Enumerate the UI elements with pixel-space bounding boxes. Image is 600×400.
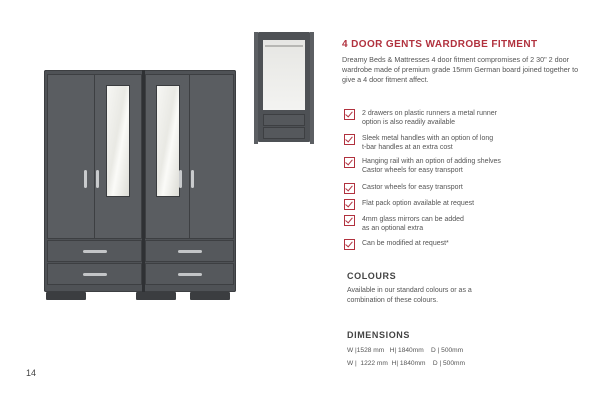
wardrobe-door [145,74,190,239]
drawer [145,240,234,262]
feature-text: 4mm glass mirrors can be added as an optional extra [362,216,464,232]
checkbox-icon [344,134,355,145]
door-handle [179,170,182,188]
drawer [263,127,305,139]
feature-item [344,239,590,261]
open-door [310,32,314,144]
feature-item [344,157,590,179]
feature-text: Can be modified at request* [362,240,449,247]
checkbox-icon [344,215,355,226]
wardrobe-door [189,74,234,239]
dimension-row: W | 1222 mm H| 1840mm D | 500mm [347,360,465,367]
door-handle [191,170,194,188]
checkbox-icon [344,183,355,194]
hanging-rail [265,45,303,47]
dimension-row: W |1528 mm H| 1840mm D | 500mm [347,347,464,354]
feature-text: 2 drawers on plastic runners a metal runner option is also readily available [362,110,498,126]
feature-text: Castor wheels for easy transport [362,184,463,191]
mirror-panel [106,85,130,197]
feature-text: Sleek metal handles with an option of long t-bar handles at an extra cost [362,135,494,151]
interior-image [258,32,310,142]
door-handle [84,170,87,188]
drawer [47,263,142,285]
dimensions-heading: DIMENSIONS [347,330,411,340]
interior-space [263,40,305,110]
wardrobe-door [94,74,142,239]
colours-heading: COLOURS [347,271,397,281]
colours-text: Available in our standard colours or as a combination of these colours. [347,287,472,304]
door-handle [96,170,99,188]
wardrobe-image [40,70,240,302]
feature-item [344,134,590,156]
wardrobe-join [142,70,145,292]
drawer-handle [178,250,202,253]
wardrobe-door [47,74,95,239]
open-door [254,32,258,144]
wardrobe-body [44,70,236,292]
checkbox-icon [344,199,355,210]
mirror-panel [156,85,180,197]
feature-text: Flat pack option available at request [362,200,475,207]
feature-item [344,109,590,131]
drawer-handle [83,273,107,276]
plinth [190,292,230,300]
drawer-handle [178,273,202,276]
drawer [145,263,234,285]
feature-text: Hanging rail with an option of adding shelves Castor wheels for easy transport [362,158,501,174]
checkbox-icon [344,239,355,250]
feature-item [344,215,590,237]
plinth [46,292,86,300]
page-number: 14 [26,368,37,378]
product-intro: Dreamy Beds & Mattresses 4 door fitment compromises of 2 30" 2 door wardrobe made of premium grade 15mm German board joined together to give a 4 door fitment affect. [342,55,579,84]
checkbox-icon [344,157,355,168]
plinth [136,292,176,300]
checkbox-icon [344,109,355,120]
interior-frame [258,32,310,142]
drawer-handle [83,250,107,253]
product-title: 4 DOOR GENTS WARDROBE FITMENT [342,39,538,50]
drawer [47,240,142,262]
drawer [263,114,305,126]
